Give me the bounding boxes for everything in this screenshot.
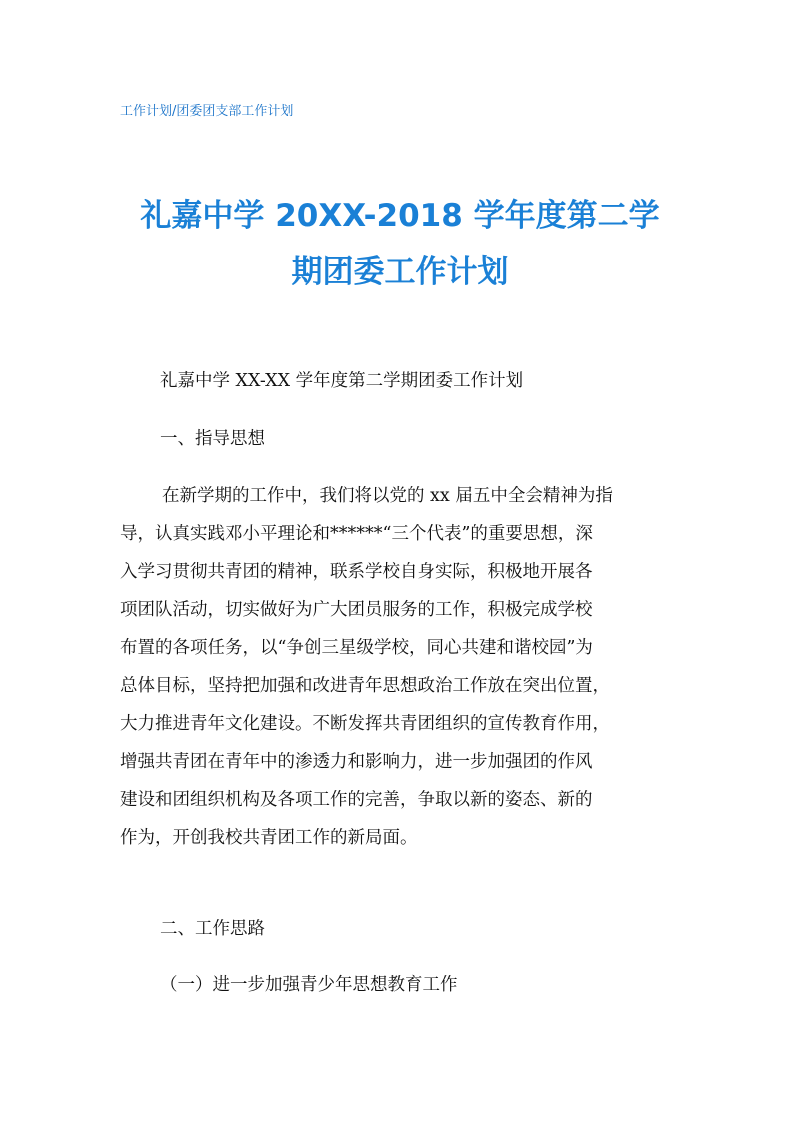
document-subtitle: 礼嘉中学 XX-XX 学年度第二学期团委工作计划 (160, 371, 524, 391)
title-line-1: 礼嘉中学 20XX-2018 学年度第二学 (140, 198, 660, 234)
paragraph-line: 布置的各项任务，以“争创三星级学校，同心共建和谐校园”为 (120, 638, 593, 658)
paragraph-line: 增强共青团在青年中的渗透力和影响力，进一步加强团的作风 (120, 752, 593, 772)
breadcrumb[interactable]: 工作计划/团委团支部工作计划 (120, 104, 294, 119)
paragraph-line: 建设和团组织机构及各项工作的完善，争取以新的姿态、新的 (120, 790, 593, 810)
section-1-paragraph (120, 477, 680, 857)
document-title (100, 188, 700, 300)
paragraph-line: 项团队活动，切实做好为广大团员服务的工作，积极完成学校 (120, 600, 593, 620)
paragraph-line: 大力推进青年文化建设。不断发挥共青团组织的宣传教育作用， (120, 714, 610, 734)
paragraph-line: 入学习贯彻共青团的精神，联系学校自身实际，积极地开展各 (120, 562, 593, 582)
paragraph-line: 导，认真实践邓小平理论和******“三个代表”的重要思想，深 (120, 524, 593, 544)
title-line-2: 期团委工作计划 (291, 254, 509, 290)
paragraph-line: 在新学期的工作中，我们将以党的 xx 届五中全会精神为指 (162, 486, 613, 506)
section-2-heading: 二、工作思路 (160, 919, 265, 939)
section-2-item-1: （一）进一步加强青少年思想教育工作 (160, 975, 458, 995)
paragraph-line: 作为，开创我校共青团工作的新局面。 (120, 828, 418, 848)
section-1-heading: 一、指导思想 (160, 429, 265, 449)
paragraph-line: 总体目标，坚持把加强和改进青年思想政治工作放在突出位置， (120, 676, 610, 696)
